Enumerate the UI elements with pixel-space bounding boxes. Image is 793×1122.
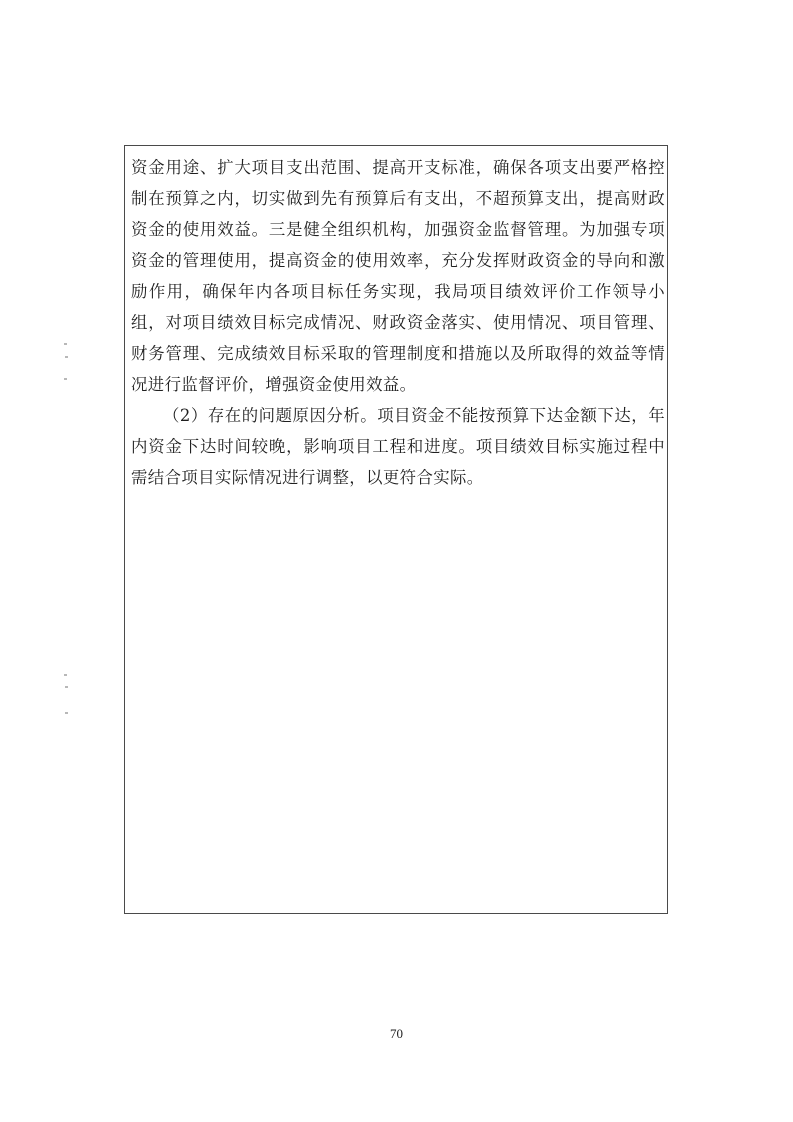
page-number: 70	[390, 1026, 403, 1041]
paragraph-funds-management: 资金用途、扩大项目支出范围、提高开支标准，确保各项支出要严格控制在预算之内，切实做到先有预算后有支出，不超预算支出，提高财政资金的使用效益。三是健全组织机构，加强资金监督管理。为加强专项资金的管理使用，提高资金的使用效率，充分发挥财政资金的导向和激励作用，确保年内各项目标任务实现，我局项目绩效评价工作领导小组，对项目绩效目标完成情况、财政资金落实、使用情况、项目管理、财务管理、完成绩效目标采取的管理制度和措施以及所取得的效益等情况进行监督评价，增强资金使用效益。	[131, 158, 665, 394]
scan-mark	[64, 343, 67, 345]
scan-mark	[65, 686, 68, 688]
paragraph-problem-analysis: （2）存在的问题原因分析。项目资金不能按预算下达金额下达，年内资金下达时间较晚，影响项目工程和进度。项目绩效目标实施过程中需结合项目实际情况进行调整，以更符合实际。	[131, 406, 665, 487]
scan-mark	[64, 378, 67, 380]
scan-mark	[64, 674, 67, 676]
document-body	[131, 152, 665, 493]
scan-mark	[65, 712, 68, 714]
scan-mark	[65, 356, 68, 358]
